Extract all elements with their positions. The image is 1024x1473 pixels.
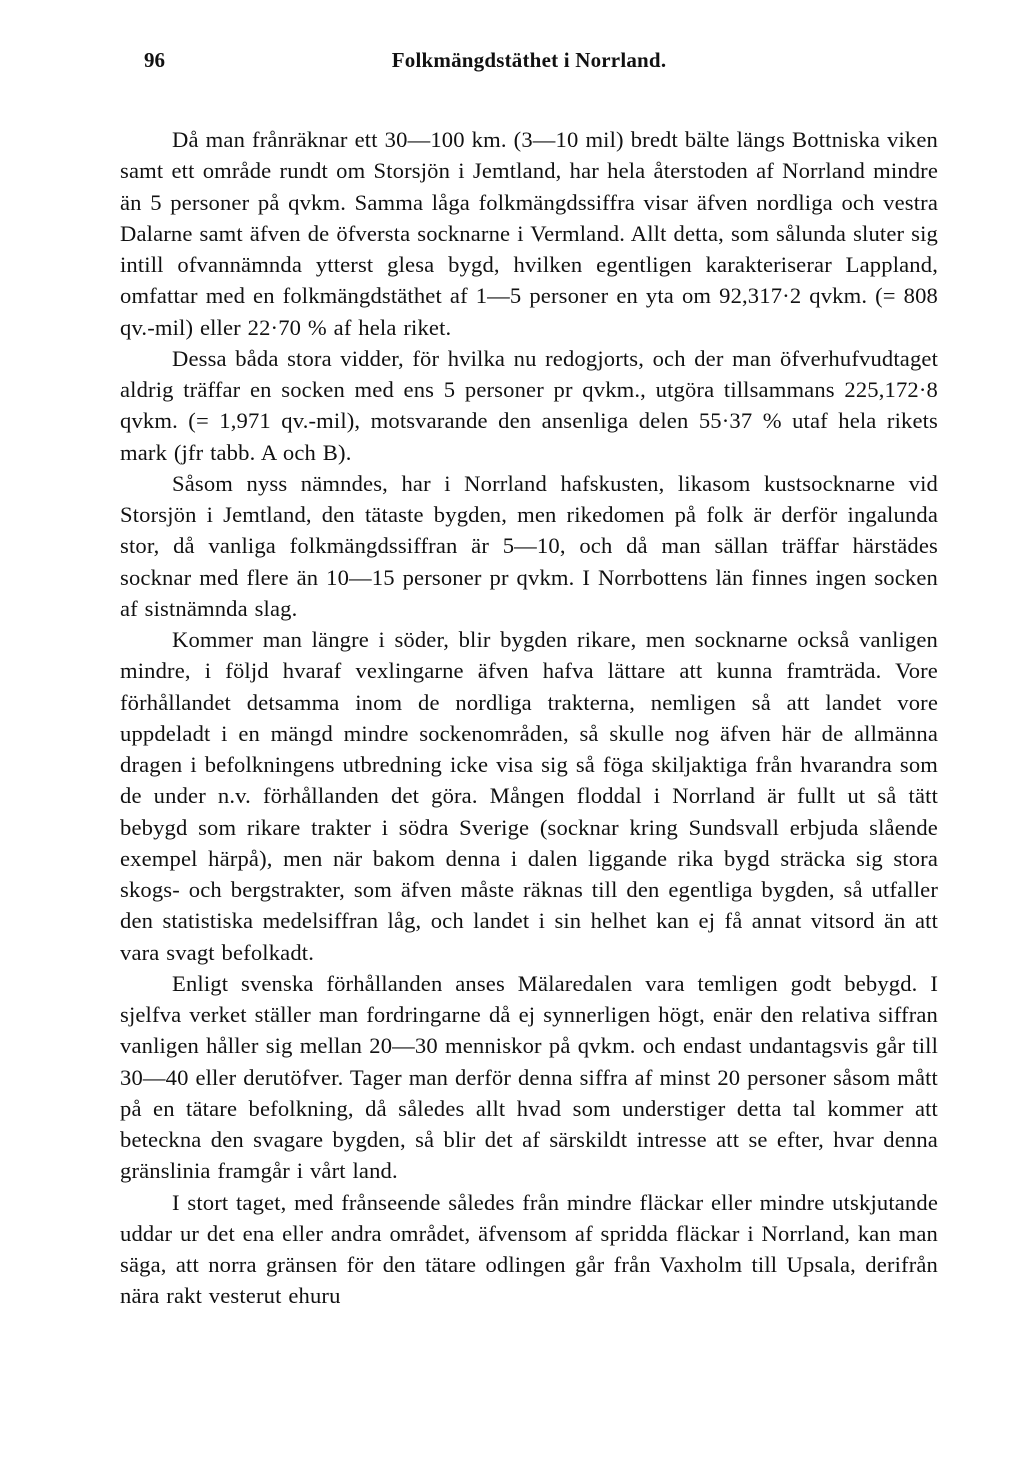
body-text: [120, 124, 938, 1312]
paragraph-2: Dessa båda stora vidder, för hvilka nu redogjorts, och der man öfverhufvudtaget aldrig träffar en socken med ens 5 personer pr qvkm., utgöra tillsammans 225,172·8 qvkm. (= 1,971 qv.-mil), motsvarande den ansenliga delen 55·37 % utaf hela rikets mark (jfr tabb. A och B).: [120, 345, 938, 465]
page-header: [120, 48, 938, 88]
book-page: [120, 48, 938, 1312]
page-number: 96: [144, 48, 165, 72]
paragraph-6: I stort taget, med frånseende således från mindre fläckar eller mindre utskjutande uddar ur det ena eller andra området, äfvensom af spridda fläckar i Norrland, kan man säga, att norra gränsen för den tätare odlingen går från Vaxholm till Upsala, derifrån nära rakt vesterut ehuru: [120, 1189, 938, 1309]
paragraph-3: Såsom nyss nämndes, har i Norrland hafskusten, likasom kustsocknarne vid Storsjön i Jemtland, den tätaste bygden, men rikedomen på folk är derför ingalunda stor, då vanliga folkmängdssiffran är 5—10, och då man sällan träffar härstädes socknar med flere än 10—15 personer pr qvkm. I Norrbottens län finnes ingen socken af sistnämnda slag.: [120, 470, 938, 621]
paragraph-1: Då man frånräknar ett 30—100 km. (3—10 mil) bredt bälte längs Bottniska viken samt ett område rundt om Storsjön i Jemtland, har hela återstoden af Norrland mindre än 5 personer på qvkm. Samma låga folkmängdssiffra visar äfven nordliga och vestra Dalarne samt äfven de öfversta socknarne i Vermland. Allt detta, som sålunda sluter sig intill ofvannämnda ytterst glesa bygd, hvilken egentligen karakteriserar Lappland, omfattar med en folkmängdstäthet af 1—5 personer en yta om 92,317·2 qvkm. (= 808 qv.-mil) eller 22·70 % af hela riket.: [120, 127, 938, 340]
paragraph-5: Enligt svenska förhållanden anses Mälaredalen vara temligen godt bebygd. I sjelfva verket ställer man fordringarne då ej synnerligen högt, enär den relativa siffran vanligen håller sig mellan 20—30 menniskor på qvkm. och endast undantagsvis går till 30—40 eller derutöfver. Tager man derför denna siffra af minst 20 personer såsom mått på en tätare befolkning, då således allt hvad som understiger detta tal kommer att beteckna den svagare bygden, så blir det af särskildt intresse att se efter, hvar denna gränslinia framgår i vårt land.: [120, 970, 938, 1184]
paragraph-4: Kommer man längre i söder, blir bygden rikare, men socknarne också vanligen mindre, i följd hvaraf vexlingarne äfven hafva lättare att kunna framträda. Vore förhållandet detsamma inom de nordliga trakterna, nemligen så att landet vore uppdeladt i en mängd mindre sockenområden, så skulle nog äfven här de allmänna dragen i befolkningens utbredning icke visa sig så föga skiljaktiga från hvarandra som de under n.v. förhållanden det göra. Mången floddal i Norrland är fullt ut så tätt bebygd som rikare trakter i södra Sverige (socknar kring Sundsvall erbjuda slående exempel härpå), men när bakom denna i dalen liggande rika bygd sträcka sig stora skogs- och bergstrakter, som äfven måste räknas till den egentliga bygden, så utfaller den statistiska medelsiffran låg, och landet i sin helhet kan ej få annat vitsord än att vara svagt befolkadt.: [120, 627, 938, 965]
running-title: Folkmängdstäthet i Norrland.: [391, 48, 667, 72]
